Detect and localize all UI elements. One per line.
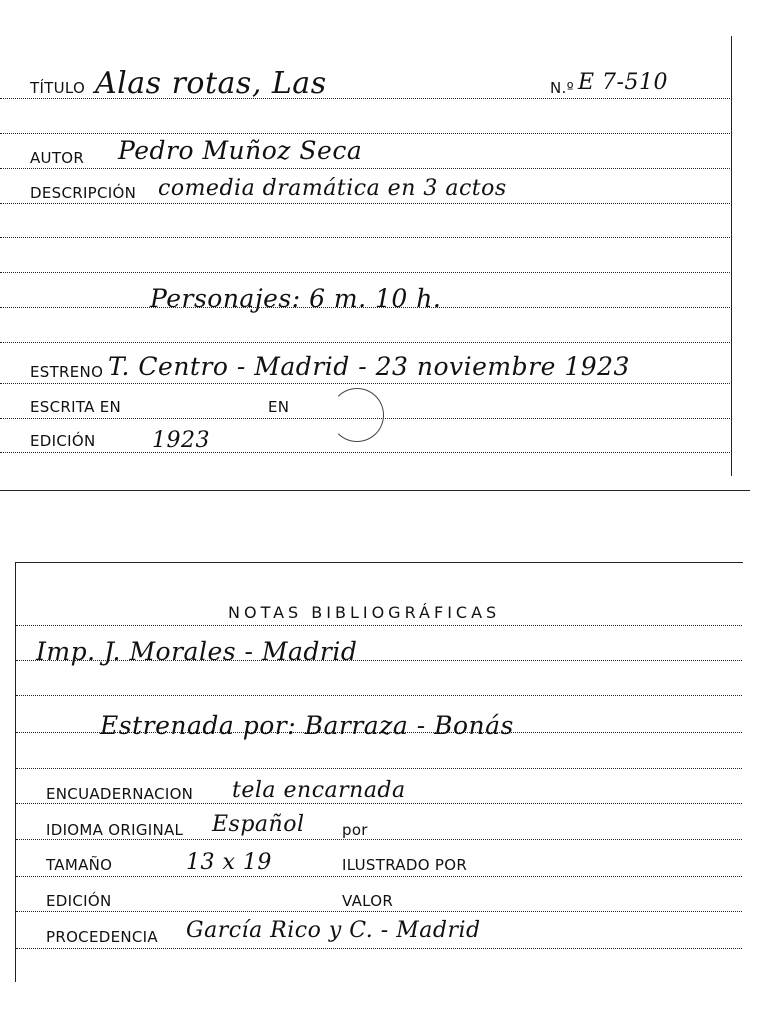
numero-label: N.º [550, 79, 574, 97]
ruled-line [0, 272, 730, 273]
edicion-value: 1923 [152, 428, 210, 453]
ruled-line [0, 168, 730, 169]
autor-value: Pedro Muñoz Seca [118, 136, 363, 165]
ruled-line [16, 948, 742, 949]
descripcion-value: comedia dramática en 3 actos [158, 176, 507, 201]
titulo-label: TÍTULO [30, 79, 86, 97]
procedencia-label: PROCEDENCIA [46, 928, 158, 946]
tamano-value: 13 x 19 [186, 850, 272, 875]
escrita-en-label: ESCRITA EN [30, 398, 122, 416]
ruled-line [0, 237, 730, 238]
ruled-line [16, 625, 742, 626]
idioma-value: Español [212, 812, 305, 837]
ruled-line [16, 911, 742, 912]
numero-value: E 7-510 [578, 70, 668, 95]
titulo-value: Alas rotas, Las [95, 66, 327, 101]
card-bottom-edge [0, 490, 750, 491]
encuadernacion-label: ENCUADERNACION [46, 785, 194, 803]
descripcion-label: DESCRIPCIÓN [30, 184, 137, 202]
ruled-line [16, 768, 742, 769]
edicion-label: EDICIÓN [30, 432, 96, 450]
ruled-line [16, 839, 742, 840]
ruled-line [16, 876, 742, 877]
tamano-label: TAMAÑO [46, 856, 113, 874]
circular-stamp-mark [330, 388, 384, 442]
ruled-line [16, 803, 742, 804]
por-label: por [342, 821, 368, 839]
en-label: EN [268, 398, 290, 416]
card-top-edge [15, 562, 743, 563]
nota-imprenta: Imp. J. Morales - Madrid [36, 637, 358, 666]
ilustrado-label: ILUSTRADO POR [342, 856, 468, 874]
catalog-card-title [0, 0, 759, 495]
ruled-line [0, 452, 730, 453]
catalog-card-notes [0, 540, 759, 1028]
autor-label: AUTOR [30, 149, 85, 167]
ruled-line [0, 342, 730, 343]
ruled-line [0, 203, 730, 204]
ruled-line [0, 133, 730, 134]
edicion-label: EDICIÓN [46, 892, 112, 910]
ruled-line [0, 383, 730, 384]
ruled-line [16, 695, 742, 696]
estreno-label: ESTRENO [30, 363, 104, 381]
idioma-label: IDIOMA ORIGINAL [46, 821, 184, 839]
personajes-note: Personajes: 6 m. 10 h. [150, 284, 442, 313]
nota-estrenada: Estrenada por: Barraza - Bonás [100, 711, 514, 740]
valor-label: VALOR [342, 892, 394, 910]
notas-heading: NOTAS BIBLIOGRÁFICAS [228, 603, 501, 622]
encuadernacion-value: tela encarnada [232, 778, 406, 803]
estreno-value: T. Centro - Madrid - 23 noviembre 1923 [108, 352, 630, 381]
procedencia-value: García Rico y C. - Madrid [186, 918, 481, 943]
